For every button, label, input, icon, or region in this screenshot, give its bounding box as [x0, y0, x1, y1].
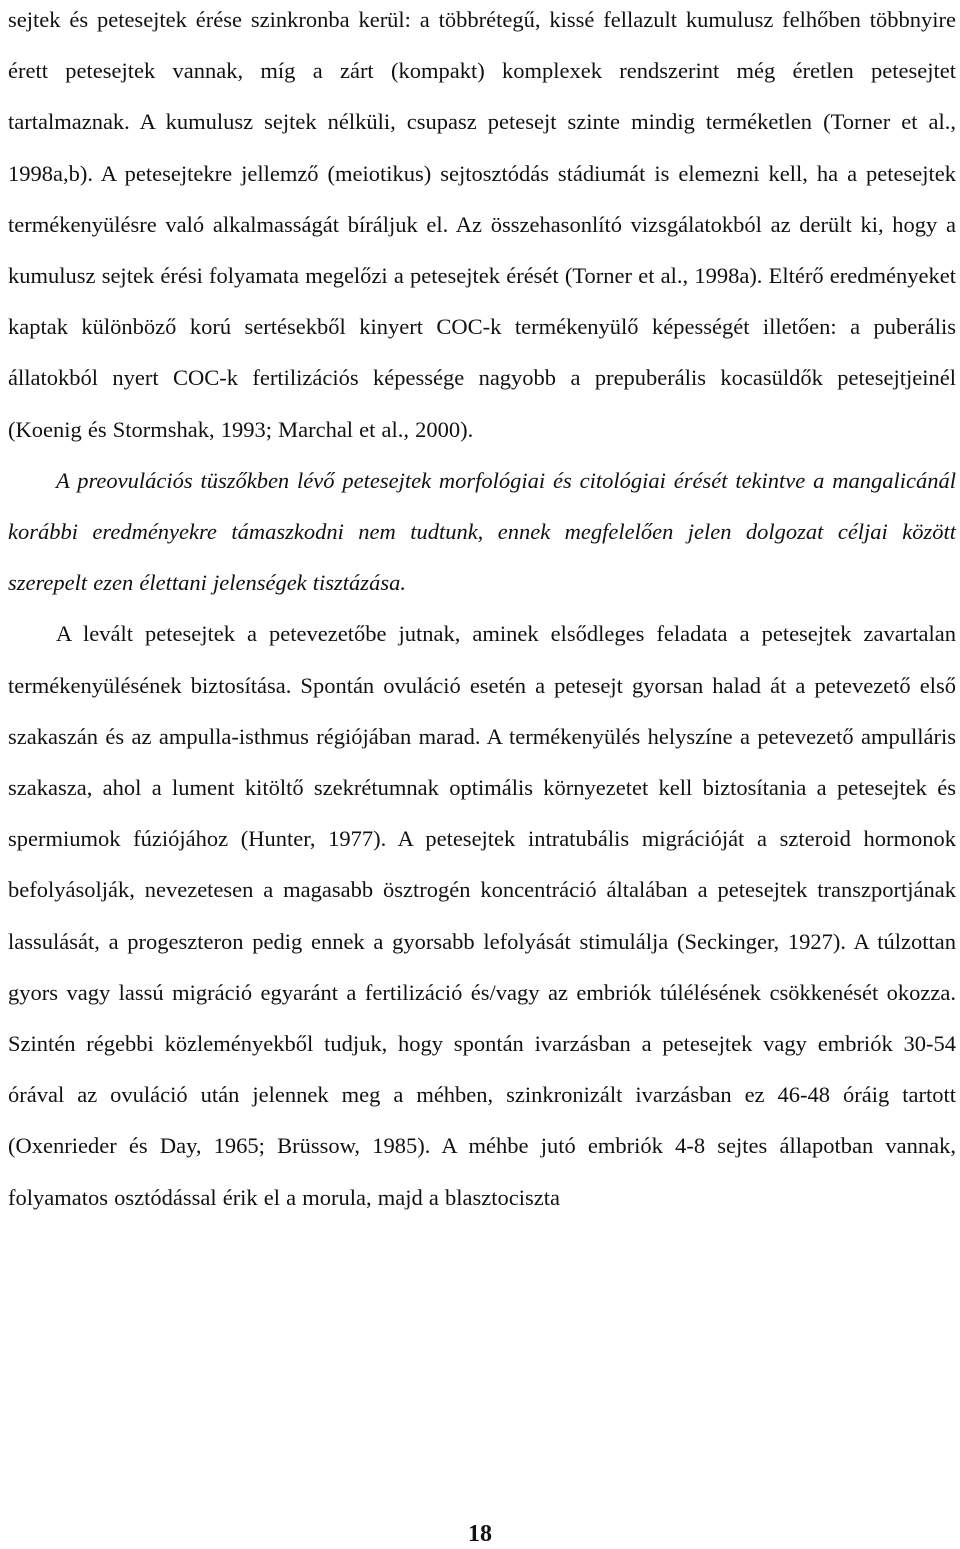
document-page	[8, 0, 956, 1223]
page-number: 18	[468, 1521, 492, 1547]
paragraph-oocyte-maturation: sejtek és petesejtek érése szinkronba kerül: a többrétegű, kissé fellazult kumulusz felhőben többnyire érett petesejtek vannak, míg a zárt (kompakt) komplexek rendszerint még éretlen petesejtet tartalmaznak. A kumulusz sejtek nélküli, csupasz petesejt szinte mindig terméketlen (Torner et al., 1998a,b). A petesejtekre jellemző (meiotikus) sejtosztódás stádiumát is elemezni kell, ha a petesejtek termékenyülésre való alkalmasságát bíráljuk el. Az összehasonlító vizsgálatokból az derült ki, hogy a kumulusz sejtek érési folyamata megelőzi a petesejtek érését (Torner et al., 1998a). Eltérő eredményeket kaptak különböző korú sertésekből kinyert COC-k termékenyülő képességét illetően: a puberális állatokból nyert COC-k fertilizációs képessége nagyobb a prepuberális kocasüldők petesejtjeinél (Koenig és Stormshak, 1993; Marchal et al., 2000).	[8, 7, 956, 442]
paragraph-oviduct-transport: A levált petesejtek a petevezetőbe jutnak, aminek elsődleges feladata a petesejtek zavartalan termékenyülésének biztosítása. Spontán ovuláció esetén a petesejt gyorsan halad át a petevezető első szakaszán és az ampulla-isthmus régiójában marad. A termékenyülés helyszíne a petevezető ampulláris szakasza, ahol a lument kitöltő szekrétumnak optimális környezetet kell biztosítania a petesejtek és spermiumok fúziójához (Hunter, 1977). A petesejtek intratubális migrációját a szteroid hormonok befolyásolják, nevezetesen a magasabb ösztrogén koncentráció általában a petesejtek transzportjának lassulását, a progeszteron pedig ennek a gyorsabb lefolyását stimulálja (Seckinger, 1927). A túlzottan gyors vagy lassú migráció egyaránt a fertilizáció és/vagy az embriók túlélésének csökkenését okozza. Szintén régebbi közleményekből tudjuk, hogy spontán ivarzásban a petesejtek vagy embriók 30-54 órával az ovuláció után jelennek meg a méhben, szinkronizált ivarzásban ez 46-48 óráig tartott (Oxenrieder és Day, 1965; Brüssow, 1985). A méhbe jutó embriók 4-8 sejtes állapotban vannak, folyamatos osztódással érik el a morula, majd a blasztociszta	[8, 621, 956, 1210]
paragraph-mangalica-aims: A preovulációs tüszőkben lévő petesejtek morfológiai és citológiai érését tekintve a mangalicánál korábbi eredményekre támaszkodni nem tudtunk, ennek megfelelően jelen dolgozat céljai között szerepelt ezen élettani jelenségek tisztázása.	[8, 467, 956, 596]
